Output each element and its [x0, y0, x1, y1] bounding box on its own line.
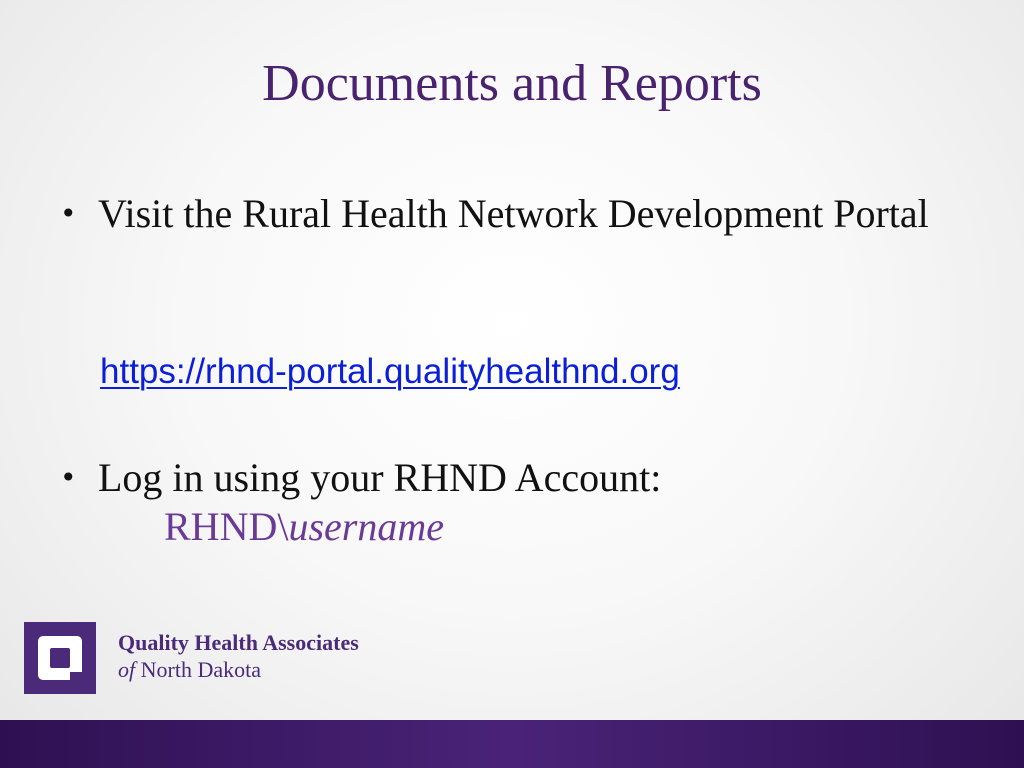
organization-name: Quality Health Associates [118, 630, 359, 655]
account-username-placeholder: username [288, 504, 444, 549]
organization-of: of [118, 657, 136, 682]
slide-title: Documents and Reports [262, 55, 762, 112]
qha-logo-icon [24, 622, 96, 694]
bullet-login [60, 452, 938, 504]
bullet-text: Visit the Rural Health Network Development Portal [98, 191, 929, 236]
bullet-text: Log in using your RHND Account: [98, 455, 662, 500]
logo-q-counter [50, 648, 70, 668]
account-domain: RHND\ [164, 504, 289, 549]
account-format [164, 503, 444, 550]
portal-link[interactable]: https://rhnd-portal.qualityhealthnd.org [100, 352, 680, 391]
bullet-marker: • [60, 197, 77, 230]
bullet-visit-portal [60, 188, 938, 240]
bullet-marker: • [60, 461, 77, 494]
organization-location [118, 657, 261, 683]
organization-state: North Dakota [135, 657, 261, 682]
logo-q-tail [70, 672, 84, 684]
footer-bar [0, 720, 1024, 768]
